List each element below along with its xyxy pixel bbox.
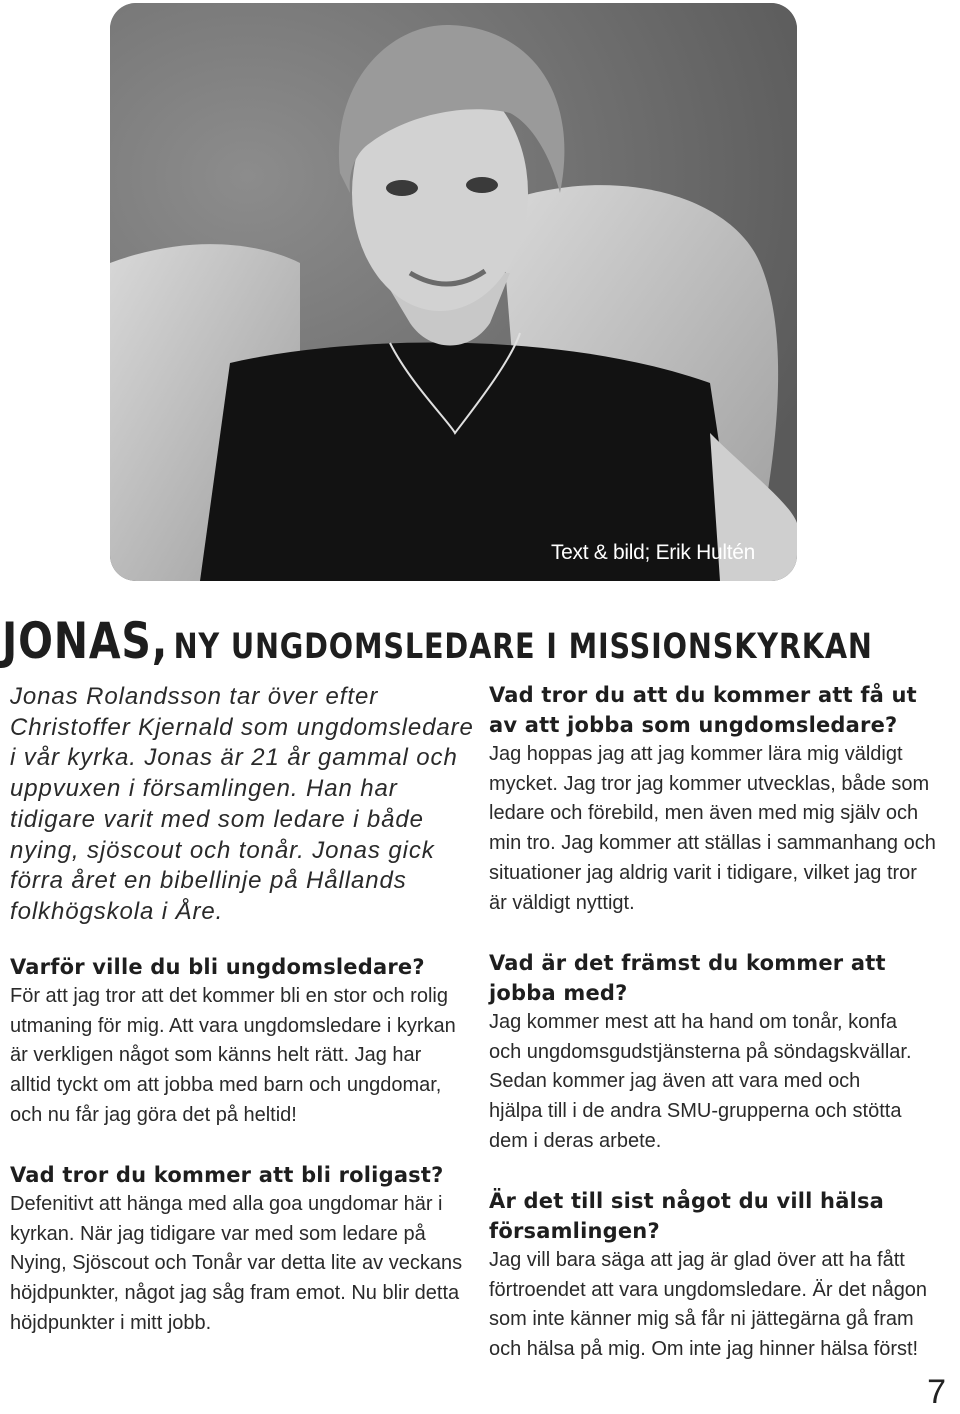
title-subtitle: NY UNGDOMSLEDARE I MISSIONSKYRKAN (173, 627, 873, 667)
qa-block (10, 952, 468, 1131)
qa-block (489, 1186, 939, 1365)
question-heading: Vad är det främst du kommer att jobba med? (489, 951, 886, 1005)
portrait-illustration (110, 3, 797, 581)
question-heading: Vad tror du att du kommer att få ut av att jobba som ungdomsledare? (489, 683, 917, 737)
photo-credit: Text & bild; Erik Hultén (550, 541, 755, 564)
article-title (2, 612, 873, 670)
answer-text: Jag kommer mest att ha hand om tonår, konfa och ungdomsgudstjänsterna på söndagskvällar. Sedan kommer jag även att vara med och hjälpa till i de andra SMU-grupperna och stötta dem i deras arbete. (489, 1011, 912, 1152)
answer-text: För att jag tror att det kommer bli en stor och rolig utmaning för mig. Att vara ungdomsledare i kyrkan är verkligen något som känns helt rätt. Jag har alltid tyckt om att jobba med barn och ungdomar, och nu får jag göra det på heltid! (10, 985, 456, 1126)
answer-text: Jag vill bara säga att jag är glad över att ha fått förtroendet att vara ungdomsledare. Är det någon som inte känner mig så får ni jättegärna gå fram och hälsa på mig. Om inte jag hinner hälsa först! (489, 1249, 928, 1361)
page-number: 7 (927, 1373, 946, 1411)
question-heading: Vad tror du kommer att bli roligast? (10, 1163, 444, 1187)
intro-paragraph: Jonas Rolandsson tar över efter Christoffer Kjernald som ungdomsledare i vår kyrka. Jonas är 21 år gammal och uppvuxen i församlingen. Han har tidigare varit med som ledare i både nying, sjöscout och tonår. Jonas gick förra året en bibellinje på Hållands folkhögskola i Åre. (10, 683, 474, 925)
question-heading: Varför ville du bli ungdomsledare? (10, 955, 425, 979)
question-heading: Är det till sist något du vill hälsa församlingen? (489, 1189, 885, 1243)
answer-text: Defenitivt att hänga med alla goa ungdomar här i kyrkan. När jag tidigare var med som ledare på Nying, Sjöscout och Tonår var detta lite av veckans höjdpunkter, något jag såg fram emot. Nu blir detta höjdpunkter i mitt jobb. (10, 1193, 463, 1334)
answer-text: Jag hoppas jag att jag kommer lära mig väldigt mycket. Jag tror jag kommer utvecklas, både som ledare och förebild, men även med mig själv och min tro. Jag kommer att ställas i sammanhang och situationer jag aldrig varit i tidigare, vilket jag tror är väldigt nyttigt. (489, 743, 936, 914)
qa-block (489, 680, 939, 918)
qa-block (489, 948, 919, 1157)
title-name: JONAS, (2, 612, 169, 670)
portrait-photo (110, 3, 797, 581)
qa-block (10, 1160, 468, 1339)
